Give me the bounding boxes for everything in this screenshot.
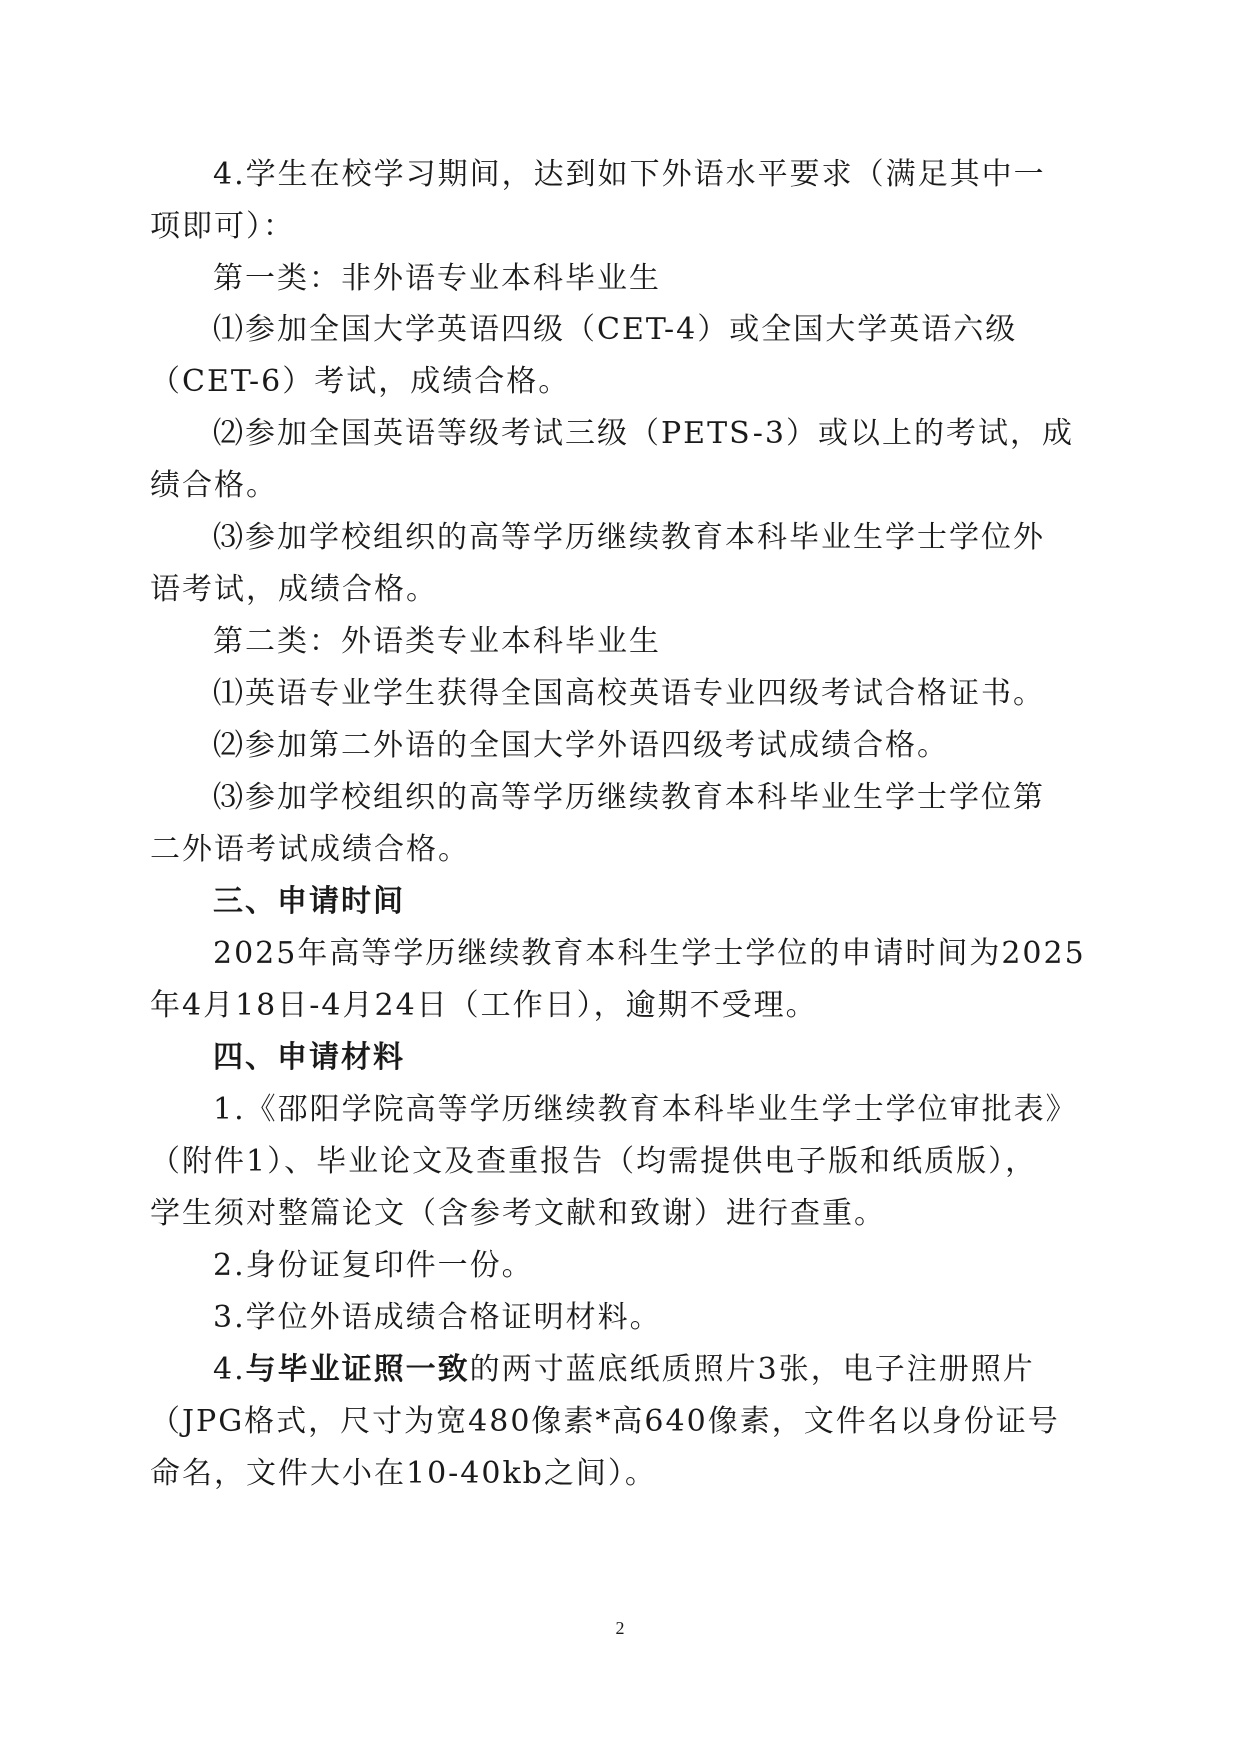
paragraph-line: 二外语考试成绩合格。 xyxy=(150,832,470,867)
paragraph-line: 2025年高等学历继续教育本科生学士学位的申请时间为2025 xyxy=(213,936,1086,971)
section-heading-application-materials: 四、申请材料 xyxy=(213,1040,405,1075)
paragraph-line: ⑴参加全国大学英语四级（CET-4）或全国大学英语六级 xyxy=(213,312,1018,347)
category-two-title: 第二类：外语类专业本科毕业生 xyxy=(213,624,661,659)
paragraph-line: ⑶参加学校组织的高等学历继续教育本科毕业生学士学位外 xyxy=(213,520,1045,555)
paragraph-line: （CET-6）考试，成绩合格。 xyxy=(150,364,571,399)
paragraph-line: 学生须对整篇论文（含参考文献和致谢）进行查重。 xyxy=(150,1196,886,1231)
page-number: 2 xyxy=(615,1618,625,1638)
paragraph-line: 年4月18日-4月24日（工作日），逾期不受理。 xyxy=(150,988,818,1023)
paragraph-line: ⑵参加第二外语的全国大学外语四级考试成绩合格。 xyxy=(213,728,949,763)
paragraph-line: 项即可）： xyxy=(150,209,295,244)
item-text: 的两寸蓝底纸质照片3张，电子注册照片 xyxy=(469,1352,1035,1387)
paragraph-line xyxy=(213,1343,1153,1397)
category-one-title: 第一类：非外语专业本科毕业生 xyxy=(213,261,661,296)
paragraph-line: ⑵参加全国英语等级考试三级（PETS-3）或以上的考试，成 xyxy=(213,416,1074,451)
emphasis-text: 与毕业证照一致 xyxy=(245,1352,470,1387)
section-heading-application-time: 三、申请时间 xyxy=(213,884,405,919)
paragraph-line: ⑶参加学校组织的高等学历继续教育本科毕业生学士学位第 xyxy=(213,780,1045,815)
paragraph-line: 1.《邵阳学院高等学历继续教育本科毕业生学士学位审批表》 xyxy=(213,1092,1078,1127)
paragraph-line: 语考试，成绩合格。 xyxy=(150,572,438,607)
paragraph-line: （JPG格式，尺寸为宽480像素*高640像素，文件名以身份证号 xyxy=(150,1404,1060,1439)
paragraph-line: 4.学生在校学习期间，达到如下外语水平要求（满足其中一 xyxy=(213,157,1046,192)
paragraph-line: 2.身份证复印件一份。 xyxy=(213,1248,534,1283)
paragraph-line: （附件1）、毕业论文及查重报告（均需提供电子版和纸质版）， xyxy=(150,1144,1038,1179)
paragraph-line: ⑴英语专业学生获得全国高校英语专业四级考试合格证书。 xyxy=(213,676,1045,711)
paragraph-line: 绩合格。 xyxy=(150,468,278,503)
item-number: 4. xyxy=(213,1352,246,1387)
paragraph-line: 3.学位外语成绩合格证明材料。 xyxy=(213,1300,662,1335)
paragraph-line: 命名，文件大小在10-40kb之间）。 xyxy=(150,1456,657,1491)
